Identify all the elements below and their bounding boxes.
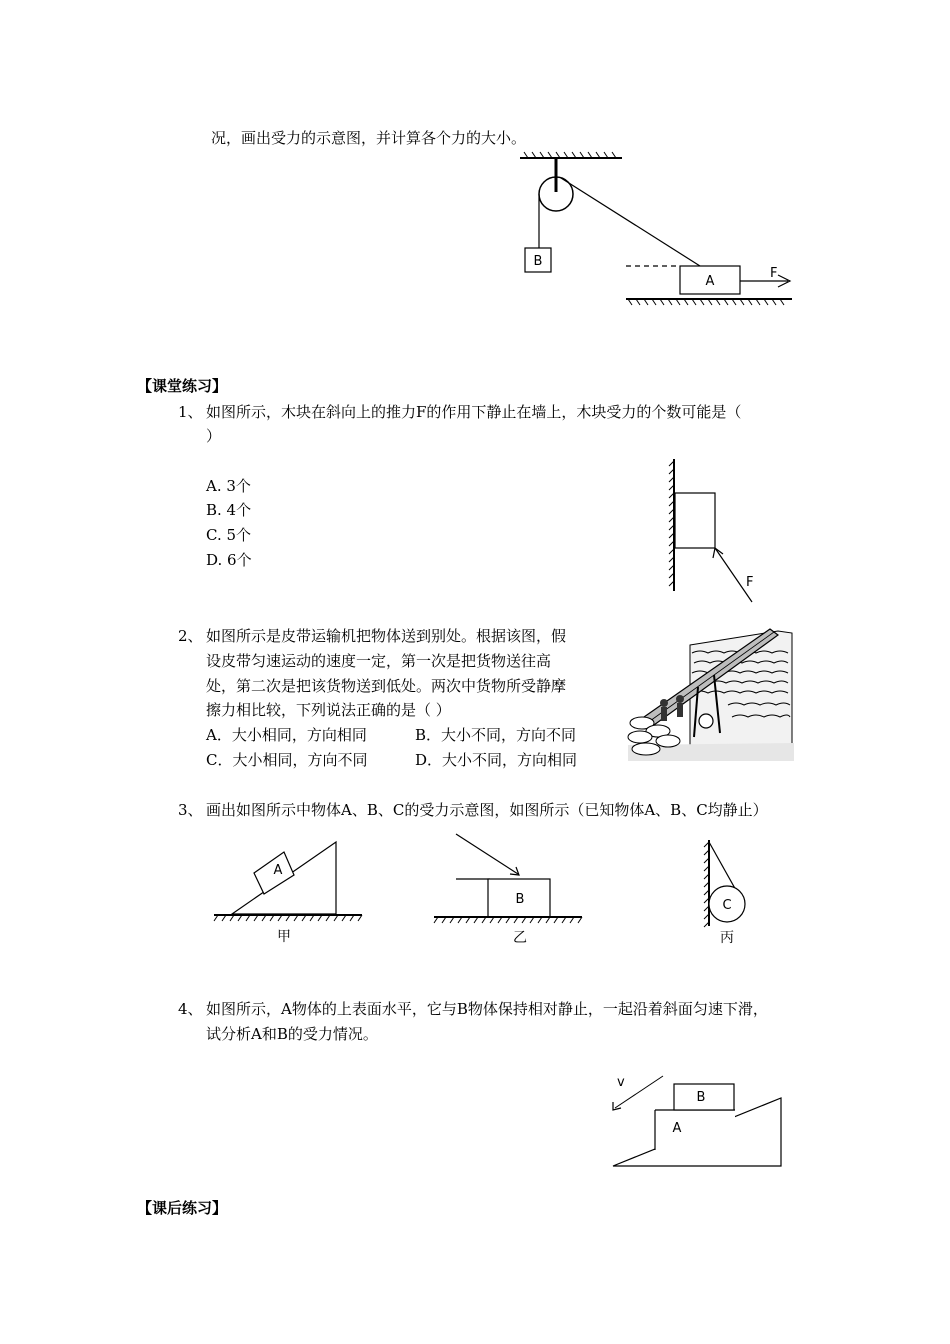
q3-caption-yi: 乙 <box>513 930 527 946</box>
q2-number: 2、 <box>178 627 203 645</box>
q4-label-a: A <box>672 1121 682 1136</box>
q2-option-c: C．大小相同，方向不同 <box>206 751 368 769</box>
q3-caption-bing: 丙 <box>720 930 734 946</box>
q3-figure-incline-a <box>210 838 370 950</box>
q1-option-a: A. 3个 <box>206 477 251 495</box>
q2-text-line3: 处，第二次是把该货物送到低处。两次中货物所受静摩 <box>206 677 567 695</box>
q2-option-d: D．大小不同，方向相同 <box>415 751 578 769</box>
q4-text-line1: 如图所示，A物体的上表面水平，它与B物体保持相对静止，一起沿着斜面匀速下滑， <box>206 1000 768 1018</box>
q2-option-a: A．大小相同，方向相同 <box>206 726 367 744</box>
q2-text-line4: 擦力相比较，下列说法正确的是（ ） <box>206 701 451 719</box>
q3-label-c: C <box>722 898 732 913</box>
q1-text-line2: ） <box>206 427 222 445</box>
q2-option-b: B．大小不同，方向不同 <box>415 726 577 744</box>
q1-number: 1、 <box>178 403 203 421</box>
q1-option-b: B. 4个 <box>206 501 252 519</box>
q3-caption-jia: 甲 <box>277 929 291 945</box>
q3-figure-ball-c <box>695 836 765 951</box>
q3-text: 画出如图所示中物体A、B、C的受力示意图，如图所示（已知物体A、B、C均静止） <box>206 801 768 819</box>
pulley-label-f: F <box>770 266 778 281</box>
q3-figure-push-b <box>430 830 590 950</box>
q2-conveyor-illustration <box>628 625 794 761</box>
q4-number: 4、 <box>178 1000 203 1018</box>
q4-label-v: v <box>617 1075 625 1090</box>
pulley-figure <box>500 150 800 310</box>
q1-wall-figure <box>660 455 770 605</box>
q4-label-b: B <box>696 1090 706 1105</box>
q3-number: 3、 <box>178 801 203 819</box>
q4-text-line2: 试分析A和B的受力情况。 <box>206 1025 378 1043</box>
q1-option-d: D. 6个 <box>206 551 252 569</box>
q2-text-line2: 设皮带匀速运动的速度一定，第一次是把货物送往高 <box>206 652 552 670</box>
pulley-label-b: B <box>533 254 543 269</box>
q1-option-c: C. 5个 <box>206 526 252 544</box>
intro-text: 况，画出受力的示意图，并计算各个力的大小。 <box>211 129 527 147</box>
q3-label-a: A <box>273 863 283 878</box>
q1-label-f: F <box>746 575 754 590</box>
section-classroom-practice: 【课堂练习】 <box>137 377 228 395</box>
pulley-label-a: A <box>705 274 715 289</box>
q1-text-line1: 如图所示，木块在斜向上的推力F的作用下静止在墙上，木块受力的个数可能是（ <box>206 403 742 421</box>
q3-label-b: B <box>515 892 525 907</box>
q2-text-line1: 如图所示是皮带运输机把物体送到别处。根据该图，假 <box>206 627 567 645</box>
q4-incline-figure <box>605 1070 790 1170</box>
section-after-class-practice: 【课后练习】 <box>137 1199 228 1217</box>
